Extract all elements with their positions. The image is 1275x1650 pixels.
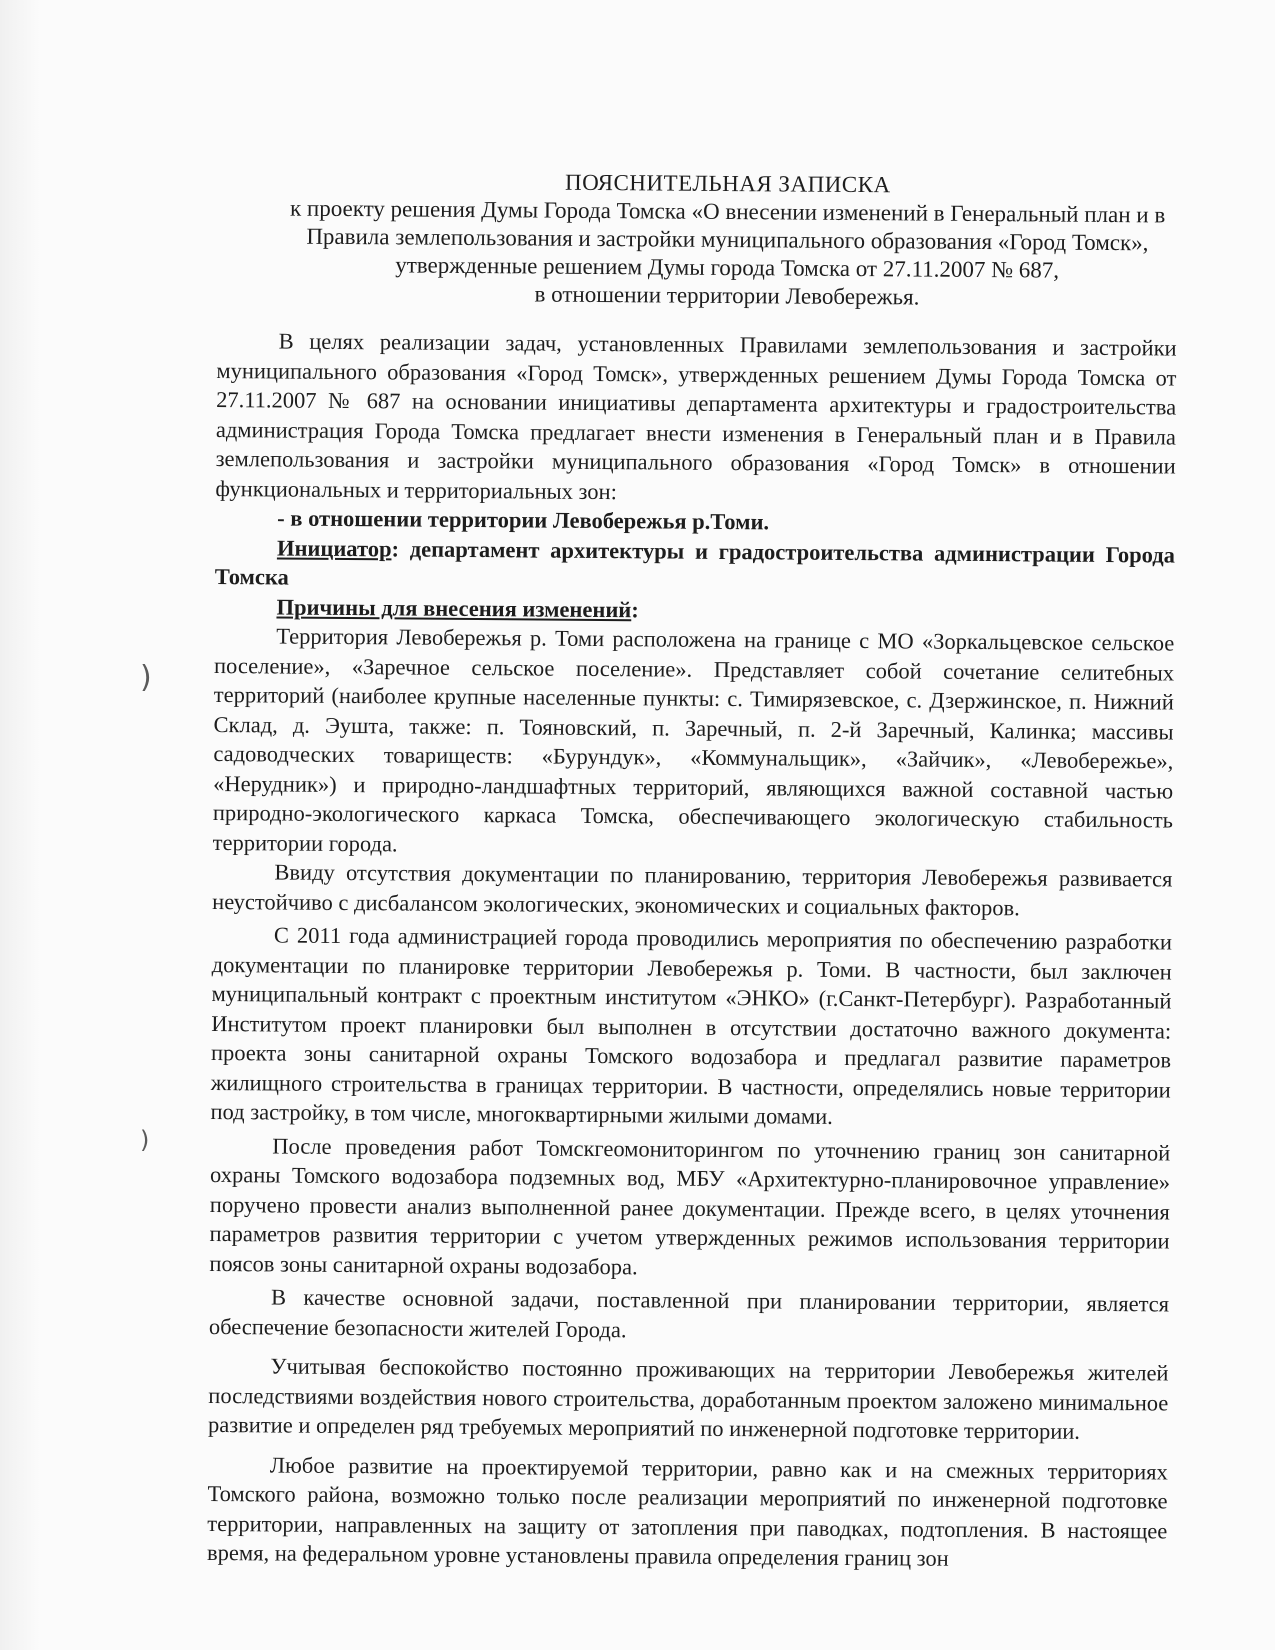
initiator-label: Инициатор <box>276 534 392 561</box>
intro-paragraph: В целях реализации задач, установленных Правилами землепользования и застройки муниципального образования «Город Томск», утвержденных решением Думы Города Томска от 27.11.2007 № 687 на основании инициативы департамента архитектуры и градостроительства администрация Города Томска предлагает внести изменения в Генеральный план и в Правила землепользования и застройки муниципального образования «Город Томск» в отношении функциональных и территориальных зон: <box>215 328 1177 504</box>
paragraph-no-documentation: Ввиду отсутствия документации по планированию, территория Левобережья развивается неустойчиво с дисбалансом экологических, экономических и социальных факторов. <box>212 859 1173 920</box>
paragraph-residents-concern: Учитывая беспокойство постоянно проживающих на территории Левобережья жителей последствиями воздействия нового строительства, доработанным проектом заложено минимальное развитие и определен ряд требуемых мероприятий по инженерной подготовке территории. <box>208 1353 1169 1444</box>
punch-hole-mark: ) <box>140 1126 150 1154</box>
document-title: ПОЯСНИТЕЛЬНАЯ ЗАПИСКА <box>565 169 891 198</box>
paragraph-main-task: В качестве основной задачи, поставленной при планировании территории, является обеспечение безопасности жителей Города. <box>208 1284 1170 1342</box>
reasons-colon: : <box>631 596 639 622</box>
document-body <box>207 326 1177 1575</box>
scan-edge-shadow <box>0 0 40 1650</box>
paragraph-territory-description: Территория Левобережья р. Томи расположена на границе с МО «Зоркальцевское сельское поселение», «Заречное сельское поселение». Представляет собой сочетание селитебных территорий (наиболее крупные населенные пункты: с. Тимирязевское, с. Дзержинское, п. Нижний Склад, д. Эушта, также: п. Тояновский, п. Заречный, п. 2-й Заречный, Калинка; массивы садоводческих товариществ: «Бурундук», «Коммунальщик», «Зайчик», «Левобережье», «Нерудник») и природно-ландшафтных территорий, являющихся важной составной частью природно-экологического каркаса Томска, обеспечивающего экологическую стабильность территории города. <box>212 623 1175 856</box>
title-block <box>247 166 1208 314</box>
paragraph-development-conditions: Любое развитие на проектируемой территории, равно как и на смежных территориях Томского района, возможно только после реализации мероприятий по инженерной подготовке территории, направленных на защиту от затопления при паводках, подтопления. В настоящее время, на федеральном уровне установлены правила определения границ зон <box>207 1451 1168 1571</box>
subtitle-line: утвержденные решением Думы города Томска от 27.11.2007 № 687, <box>395 252 1060 283</box>
subtitle-line: Правила землепользования и застройки муниципального образования «Город Томск», <box>306 223 1149 256</box>
punch-hole-mark: ) <box>140 660 152 695</box>
initiator-paragraph <box>215 532 1175 599</box>
paragraph-since-2011: С 2011 года администрацией города проводились мероприятия по обеспечению разработки документации по планировке территории Левобережья р. Томи. В частности, был заключен муниципальный контракт с проектным институтом «ЭНКО» (г.Санкт-Петербург). Разработанный Институтом проект планировки был выполнен в отсутствии достаточно важного документа: проекта зоны санитарной охраны Томского водозабора и предлагал развитие параметров жилищного строительства в границах территории. В частности, определялись новые территории под застройку, в том числе, многоквартирными жилыми домами. <box>210 922 1173 1129</box>
initiator-text: : департамент архитектуры и градостроительства администрации Города Томска <box>214 535 1176 590</box>
paragraph-monitoring: После проведения работ Томскгеомониторингом по уточнению границ зон санитарной охраны Томского водозабора подземных вод, МБУ «Архитектурно-планировочное управление» поручено провести анализ выполненной ранее документации. Прежде всего, в целях уточнения параметров развития территории с учетом утвержденных режимов использования территории поясов зоны санитарной охраны водозабора. <box>209 1132 1171 1279</box>
subtitle-line: в отношении территории Левобережья. <box>534 281 920 310</box>
territory-item: - в отношении территории Левобережья р.Томи. <box>277 505 770 535</box>
subtitle-line: к проекту решения Думы Города Томска «О внесении изменений в Генеральный план и в <box>289 195 1166 228</box>
document-content <box>207 166 1178 1575</box>
reasons-heading: Причины для внесения изменений <box>276 593 632 622</box>
